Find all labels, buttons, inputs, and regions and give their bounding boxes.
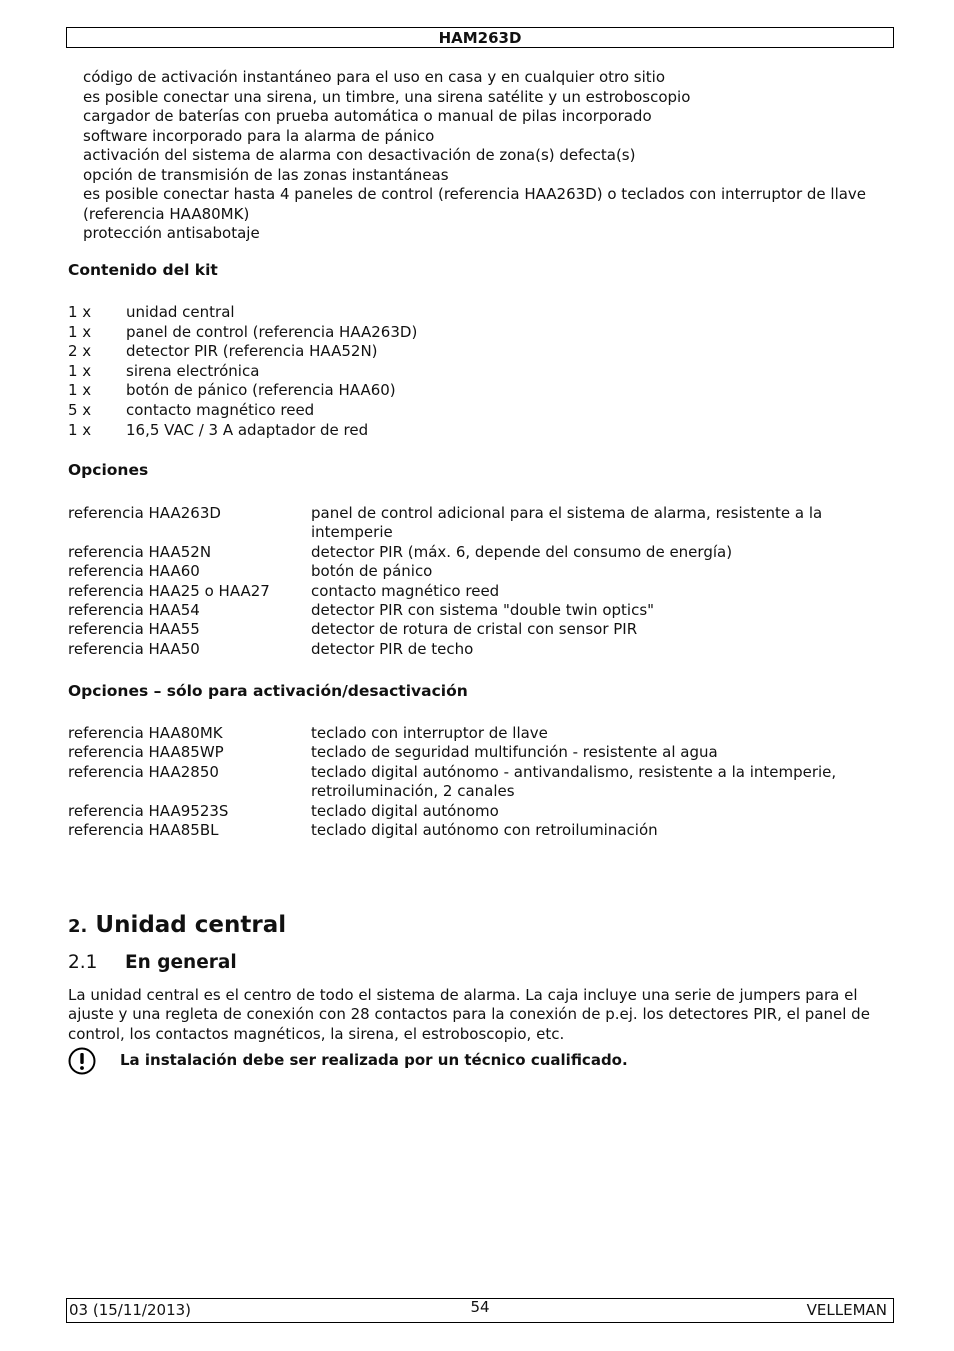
list-item: activación del sistema de alarma con desactivación de zona(s) defecta(s): [83, 146, 636, 164]
section-paragraph: La unidad central es el centro de todo el sistema de alarma. La caja incluye una serie de jumpers para el ajuste y una regleta de conexión con 28 contactos para la conexión de p.ej. los detectores PIR, el panel de control, los contactos magnéticos, la sirena, el estroboscopio, etc.: [68, 986, 870, 1043]
option-desc: detector PIR de techo: [311, 639, 474, 658]
item-qty: 1 x: [68, 303, 92, 321]
list-item: protección antisabotaje: [83, 224, 260, 242]
table-row: [68, 582, 858, 601]
list-item: [68, 342, 417, 362]
item-desc: contacto magnético reed: [126, 400, 315, 419]
option-ref: referencia HAA55: [68, 620, 200, 639]
kit-list: [68, 303, 417, 440]
list-item: es posible conectar una sirena, un timbre, una sirena satélite y un estroboscopio: [83, 87, 691, 106]
option-desc: detector de rotura de cristal con sensor PIR: [311, 620, 638, 639]
list-item: código de activación instantáneo para el uso en casa y en cualquier otro sitio: [83, 68, 666, 86]
feature-list: [83, 68, 888, 244]
item-qty: 2 x: [68, 342, 92, 361]
list-item: [68, 421, 417, 441]
list-item: cargador de baterías con prueba automática o manual de pilas incorporado: [83, 107, 652, 125]
option-desc: panel de control adicional para el sistema de alarma, resistente a la intemperie: [311, 504, 823, 542]
footer-version: 03 (15/11/2013): [69, 1301, 192, 1319]
list-item: opción de transmisión de las zonas instantáneas: [83, 165, 449, 184]
option-desc: teclado con interruptor de llave: [311, 724, 548, 742]
option-ref: referencia HAA60: [68, 562, 200, 581]
option-desc: detector PIR (máx. 6, depende del consumo de energía): [311, 542, 733, 561]
page-footer: [66, 1298, 894, 1323]
section-heading: [68, 912, 286, 938]
section-title: Unidad central: [95, 912, 287, 938]
item-desc: panel de control (referencia HAA263D): [126, 322, 418, 341]
item-qty: 1 x: [68, 420, 92, 439]
list-item: [68, 323, 417, 343]
table-row: [68, 724, 858, 743]
section-number: 2.: [68, 916, 88, 937]
list-item: [68, 381, 417, 401]
option-ref: referencia HAA25 o HAA27: [68, 581, 270, 600]
options-table: [68, 504, 858, 659]
option-ref: referencia HAA9523S: [68, 801, 229, 820]
footer-brand: VELLEMAN: [806, 1301, 887, 1319]
option-desc: botón de pánico: [311, 562, 433, 581]
table-row: [68, 620, 858, 639]
item-desc: sirena electrónica: [126, 361, 260, 380]
item-desc: unidad central: [126, 303, 235, 321]
item-desc: detector PIR (referencia HAA52N): [126, 342, 378, 361]
document-model: HAM263D: [438, 29, 522, 47]
option-ref: referencia HAA2850: [68, 762, 219, 781]
warning-text: La instalación debe ser realizada por un técnico cualificado.: [120, 1051, 628, 1069]
table-row: [68, 640, 858, 659]
option-desc: teclado digital autónomo con retroiluminación: [311, 821, 658, 840]
option-desc: teclado digital autónomo: [311, 801, 499, 820]
options-heading: Opciones: [68, 461, 149, 479]
option-ref: referencia HAA52N: [68, 542, 212, 561]
item-desc: 16,5 VAC / 3 A adaptador de red: [126, 420, 369, 439]
table-row: [68, 504, 858, 543]
item-desc: botón de pánico (referencia HAA60): [126, 381, 396, 400]
table-row: [68, 543, 858, 562]
subsection-number: 2.1: [68, 952, 98, 973]
item-qty: 1 x: [68, 361, 92, 380]
option-desc: teclado digital autónomo - antivandalismo, resistente a la intemperie, retroiluminación, 2 canales: [311, 762, 837, 801]
item-qty: 1 x: [68, 381, 92, 400]
list-item: [68, 303, 417, 323]
table-row: [68, 802, 858, 821]
option-desc: detector PIR con sistema "double twin optics": [311, 601, 655, 620]
subsection-title: En general: [125, 952, 237, 973]
table-row: [68, 601, 858, 620]
item-qty: 1 x: [68, 322, 92, 341]
table-row: [68, 763, 858, 802]
options-activation-heading: Opciones – sólo para activación/desactivación: [68, 682, 468, 700]
options-activation-table: [68, 724, 858, 840]
option-desc: teclado de seguridad multifunción - resistente al agua: [311, 743, 718, 762]
table-row: [68, 562, 858, 581]
option-ref: referencia HAA80MK: [68, 724, 223, 742]
option-ref: referencia HAA54: [68, 601, 200, 620]
item-qty: 5 x: [68, 400, 92, 419]
option-desc: contacto magnético reed: [311, 581, 500, 600]
list-item: [68, 401, 417, 421]
list-item: [68, 362, 417, 382]
list-item: software incorporado para la alarma de pánico: [83, 126, 435, 145]
list-item: es posible conectar hasta 4 paneles de control (referencia HAA263D) o teclados con interruptor de llave (referencia HAA80MK): [83, 185, 867, 223]
table-row: [68, 743, 858, 762]
exclamation-circle-icon: [68, 1047, 96, 1075]
subsection-heading: [68, 952, 237, 973]
page-number: 54: [470, 1298, 490, 1316]
option-ref: referencia HAA50: [68, 639, 200, 658]
option-ref: referencia HAA263D: [68, 504, 221, 522]
page-header: [66, 27, 894, 48]
table-row: [68, 821, 858, 840]
kit-heading: Contenido del kit: [68, 261, 218, 279]
option-ref: referencia HAA85WP: [68, 743, 224, 762]
option-ref: referencia HAA85BL: [68, 821, 219, 840]
